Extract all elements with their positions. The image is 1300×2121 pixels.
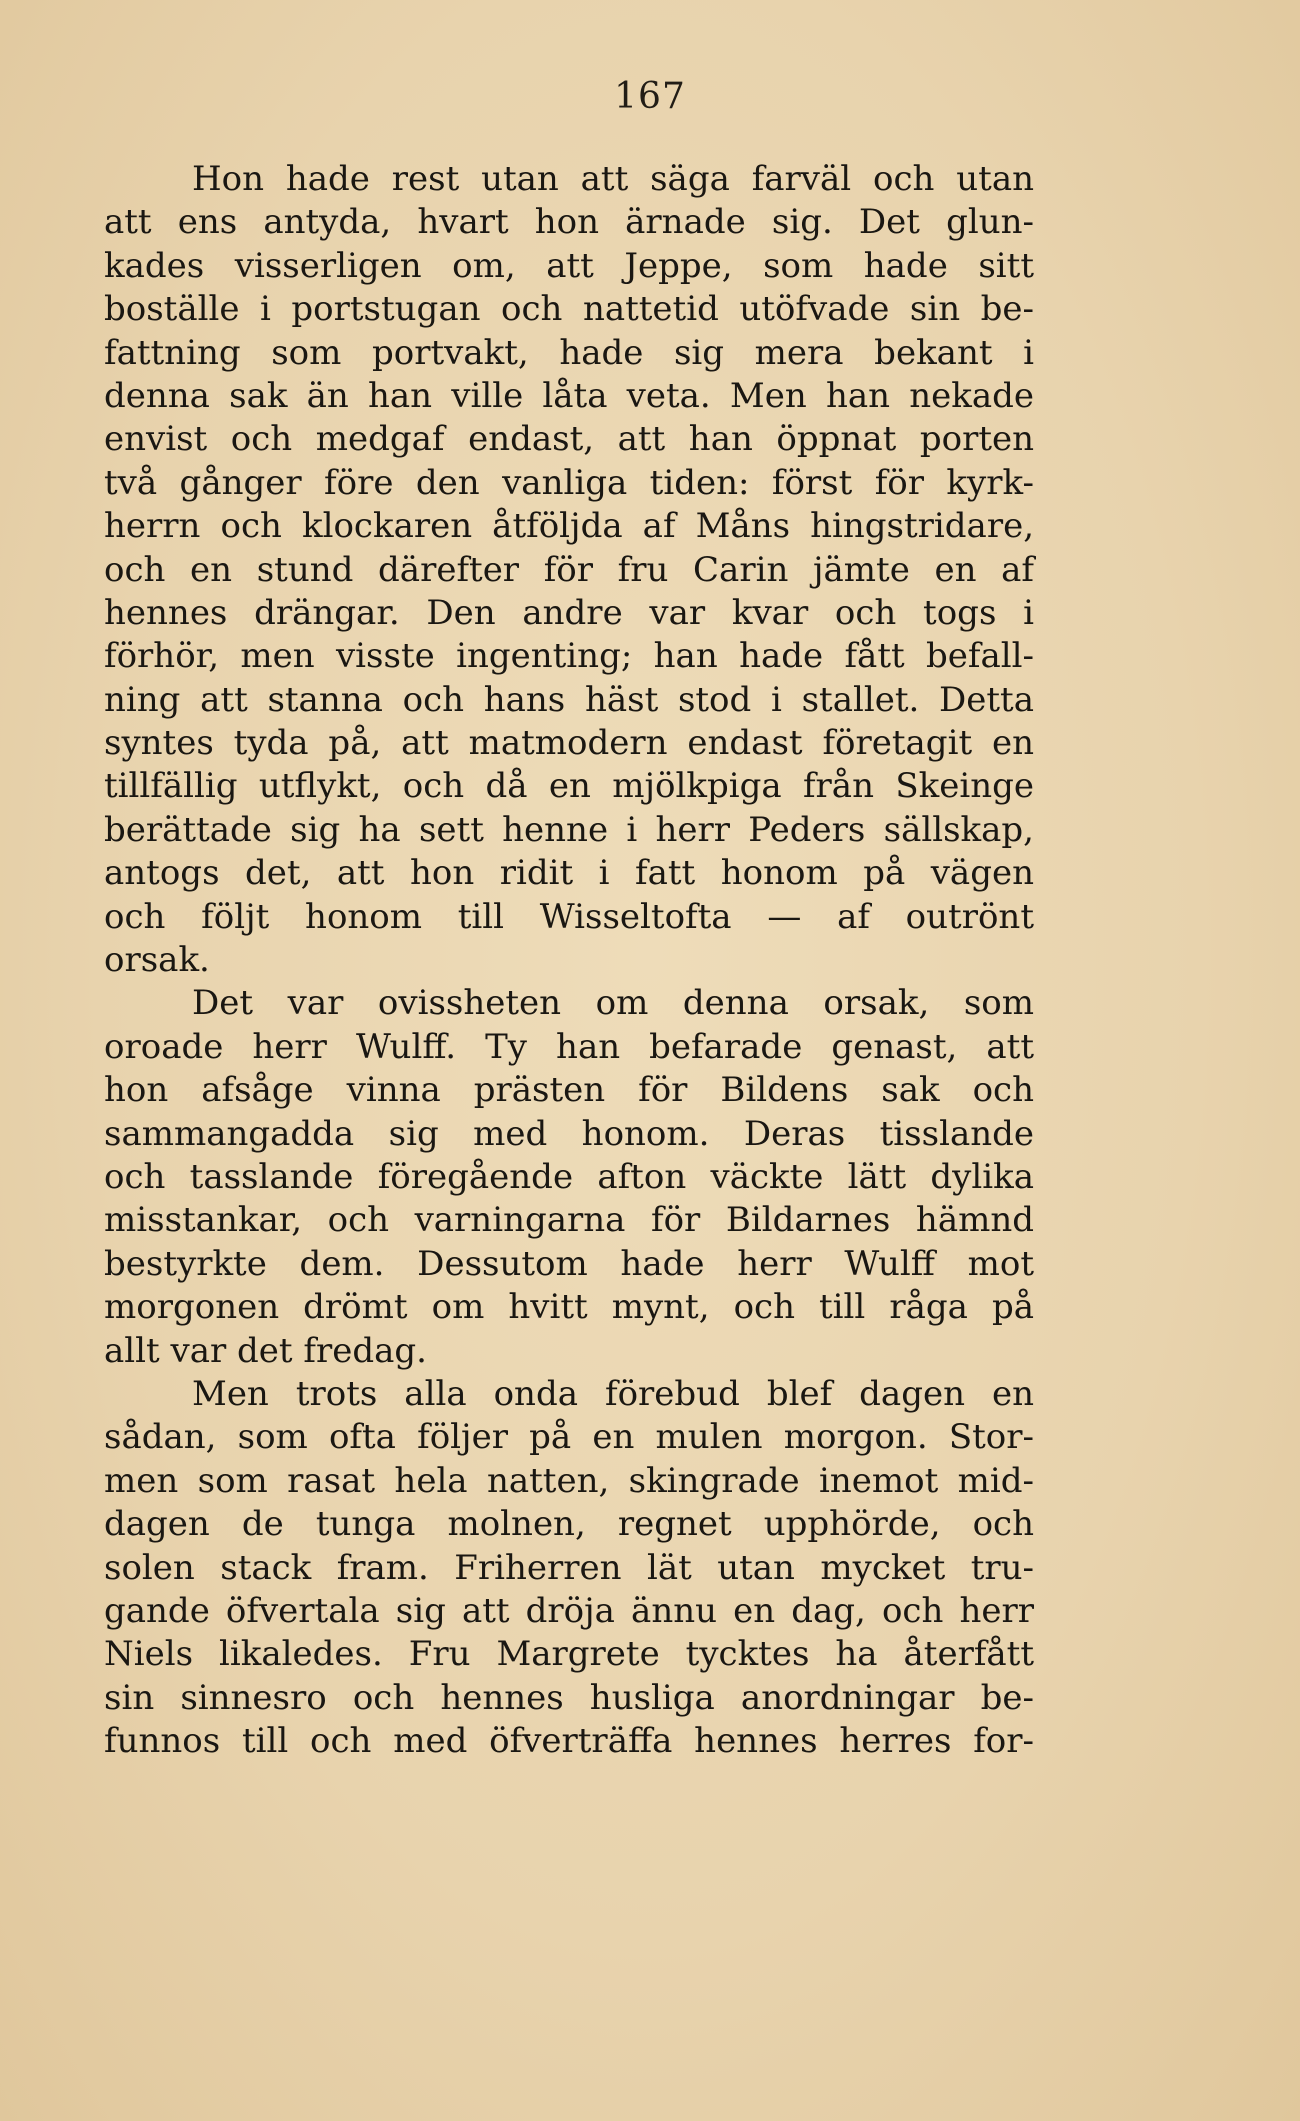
text-line: Niels likaledes. Fru Margrete tycktes ha återfått (104, 1634, 1034, 1675)
text-line: och en stund därefter för fru Carin jämte en af (104, 549, 1034, 590)
text-line: ning att stanna och hans häst stod i stallet. Detta (104, 679, 1034, 720)
text-line: denna sak än han ville låta veta. Men han nekade (104, 375, 1034, 416)
text-line: tillfällig utflykt, och då en mjölkpiga från Skeinge (104, 766, 1034, 807)
text-line: morgonen drömt om hvitt mynt, och till råga på (104, 1287, 1034, 1328)
text-line: att ens antyda, hvart hon ärnade sig. Det glun- (104, 202, 1034, 243)
text-line: funnos till och med öfverträffa hennes herres for- (104, 1721, 1034, 1762)
text-line: sin sinnesro och hennes husliga anordningar be- (104, 1677, 1034, 1718)
text-line: hennes drängar. Den andre var kvar och togs i (104, 592, 1034, 633)
text-line: men som rasat hela natten, skingrade inemot mid- (104, 1460, 1034, 1501)
text-line: solen stack fram. Friherren lät utan mycket tru- (104, 1547, 1034, 1588)
text-line: sådan, som ofta följer på en mulen morgon. Stor- (104, 1417, 1034, 1458)
text-line: envist och medgaf endast, att han öppnat porten (104, 419, 1034, 460)
text-line: hon afsåge vinna prästen för Bildens sak och (104, 1070, 1034, 1111)
text-line: herrn och klockaren åtföljda af Måns hingstridare, (104, 506, 1034, 547)
text-line: kades visserligen om, att Jeppe, som hade sitt (104, 245, 1034, 286)
text-line: två gånger före den vanliga tiden: först för kyrk- (104, 462, 1034, 503)
text-line: Men trots alla onda förebud blef dagen en (192, 1373, 1034, 1414)
text-line: oroade herr Wulff. Ty han befarade genast, att (104, 1026, 1034, 1067)
text-line: dagen de tunga molnen, regnet upphörde, och (104, 1504, 1034, 1545)
text-line: berättade sig ha sett henne i herr Peders sällskap, (104, 809, 1034, 850)
text-line: bestyrkte dem. Dessutom hade herr Wulff mot (104, 1243, 1034, 1284)
text-line: gande öfvertala sig att dröja ännu en dag, och herr (104, 1590, 1034, 1631)
text-line: syntes tyda på, att matmodern endast företagit en (104, 723, 1034, 764)
text-line: orsak. (104, 940, 210, 981)
page-number: 167 (614, 76, 686, 117)
text-line: allt var det fredag. (104, 1330, 427, 1371)
text-line: fattning som portvakt, hade sig mera bekant i (104, 332, 1034, 373)
text-line: misstankar, och varningarna för Bildarnes hämnd (104, 1200, 1034, 1241)
text-line: och tasslande föregående afton väckte lätt dylika (104, 1156, 1034, 1197)
text-line: boställe i portstugan och nattetid utöfvade sin be- (104, 289, 1034, 330)
text-line: Det var ovissheten om denna orsak, som (192, 983, 1034, 1024)
text-line: sammangadda sig med honom. Deras tisslande (104, 1113, 1034, 1154)
text-line: förhör, men visste ingenting; han hade fått befall- (104, 636, 1034, 677)
text-line: antogs det, att hon ridit i fatt honom på vägen (104, 853, 1034, 894)
body-text (104, 158, 1034, 1763)
text-line: och följt honom till Wisseltofta — af outrönt (104, 896, 1034, 937)
text-line: Hon hade rest utan att säga farväl och utan (192, 159, 1034, 199)
